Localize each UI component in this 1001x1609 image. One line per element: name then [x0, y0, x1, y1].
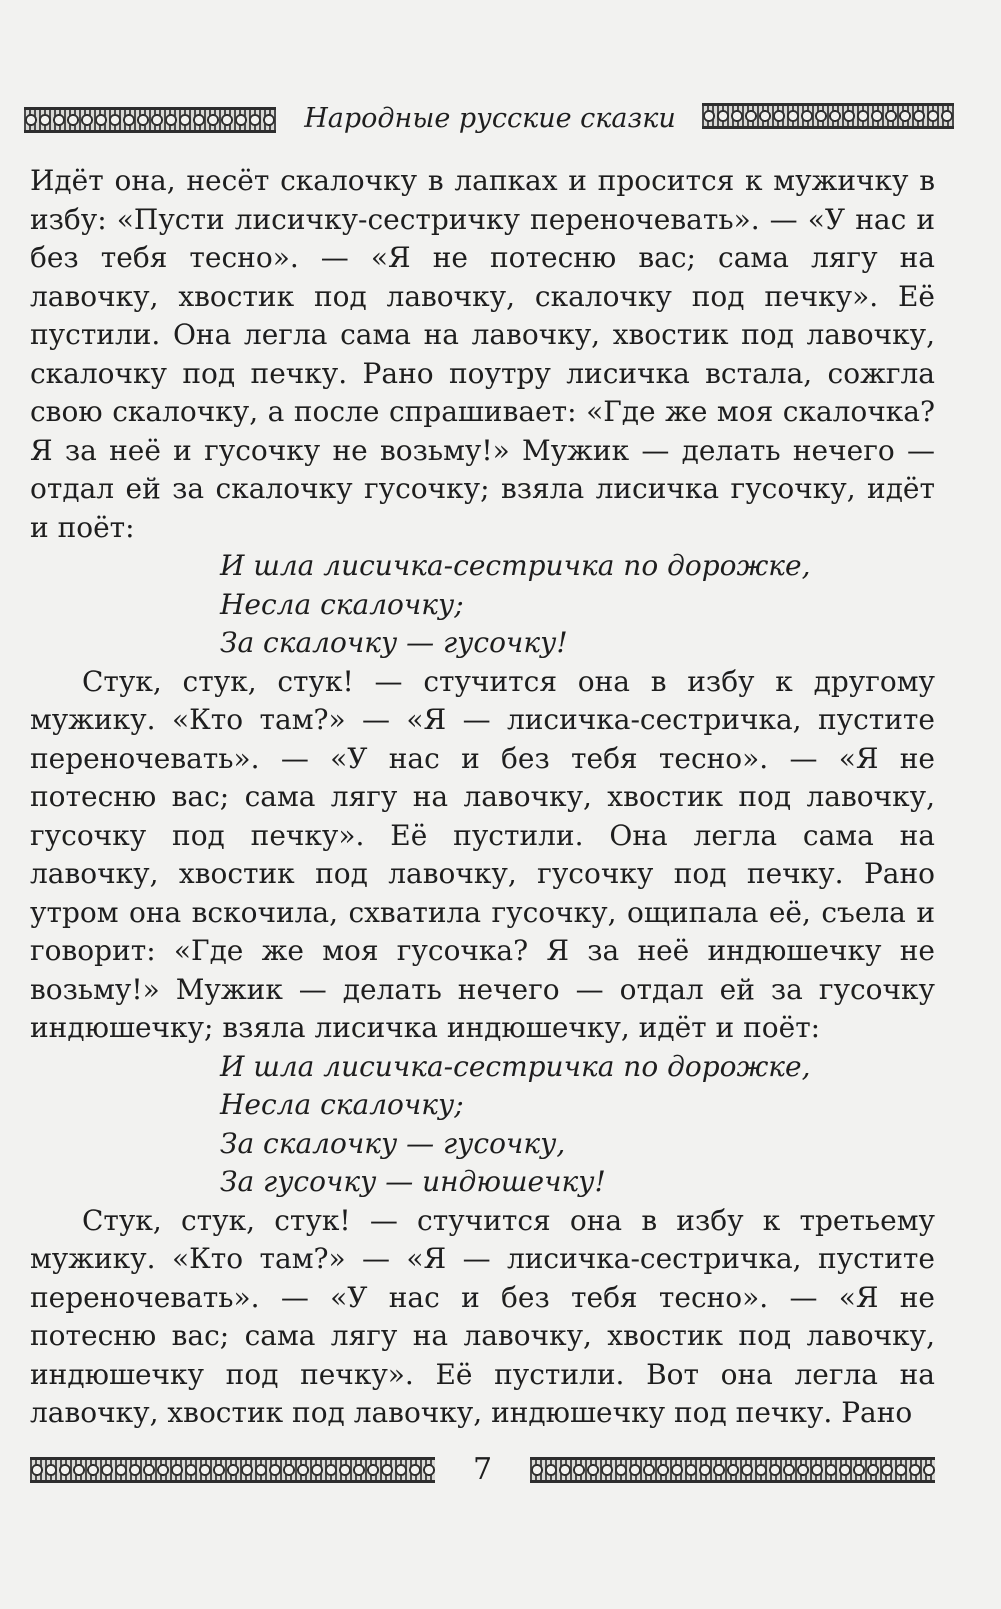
footer-ornament-right: [530, 1457, 935, 1483]
verse-2: [30, 1048, 935, 1202]
verse-line: За скалочку — гусочку,: [220, 1126, 566, 1160]
verse-line: И шла лисичка-сестричка по дорожке,: [220, 1049, 811, 1083]
verse-1: [30, 547, 935, 663]
footer-ornament-left: [30, 1457, 435, 1483]
verse-line: Несла скалочку;: [220, 1088, 464, 1121]
paragraph-2: Стук, стук, стук! — стучится она в избу к другому мужику. «Кто там?» — «Я — лисичка-сестричка, пустите переночевать». — «У нас и без тебя тесно». — «Я не потесню вас; сама лягу на лавочку, хвостик под лавочку, гусочку под печку». Её пустили. Она легла сама на лавочку, хвостик под лавочку, гусочку под печку. Рано утром она вскочила, схватила гусочку, ощипала её, съела и говорит: «Где же моя гусочка? Я за неё индюшечку не возьму!» Мужик — делать нечего — отдал ей за гусочку индюшечку; взяла лисичка индюшечку, идёт и поёт:: [30, 664, 935, 1044]
page-text: [30, 162, 935, 1433]
page-number: 7: [472, 1452, 493, 1487]
page-header: [24, 95, 954, 147]
paragraph-3: Стук, стук, стук! — стучится она в избу к третьему мужику. «Кто там?» — «Я — лисичка-сестричка, пустите переночевать». — «У нас и без тебя тесно». — «Я не потесню вас; сама лягу на лавочку, хвостик под лавочку, индюшечку под печку». Её пустили. Вот она легла на лавочку, хвостик под лавочку, индюшечку под печку. Рано: [30, 1203, 935, 1429]
verse-line: За скалочку — гусочку!: [220, 626, 568, 659]
running-head: Народные русские сказки: [304, 103, 676, 134]
verse-line: За гусочку — индюшечку!: [220, 1165, 606, 1198]
verse-line: Несла скалочку;: [220, 587, 464, 621]
page-footer: [30, 1452, 935, 1492]
verse-line: И шла лисичка-сестричка по дорожке,: [220, 549, 811, 582]
header-ornament-right: [702, 103, 954, 129]
paragraph-1: Идёт она, несёт скалочку в лапках и просится к мужичку в избу: «Пусти лисичку-сестричку переночевать». — «У нас и без тебя тесно». — «Я не потесню вас; сама лягу на лавочку, хвостик под лавочку, скалочку под печку». Её пустили. Она легла сама на лавочку, хвостик под лавочку, скалочку под печку. Рано поутру лисичка встала, сожгла свою скалочку, а после спрашивает: «Где же моя скалочка? Я за неё и гусочку не возьму!» Мужик — делать нечего — отдал ей за скалочку гусочку; взяла лисичка гусочку, идёт и поёт:: [30, 164, 935, 544]
header-ornament-left: [24, 107, 276, 133]
